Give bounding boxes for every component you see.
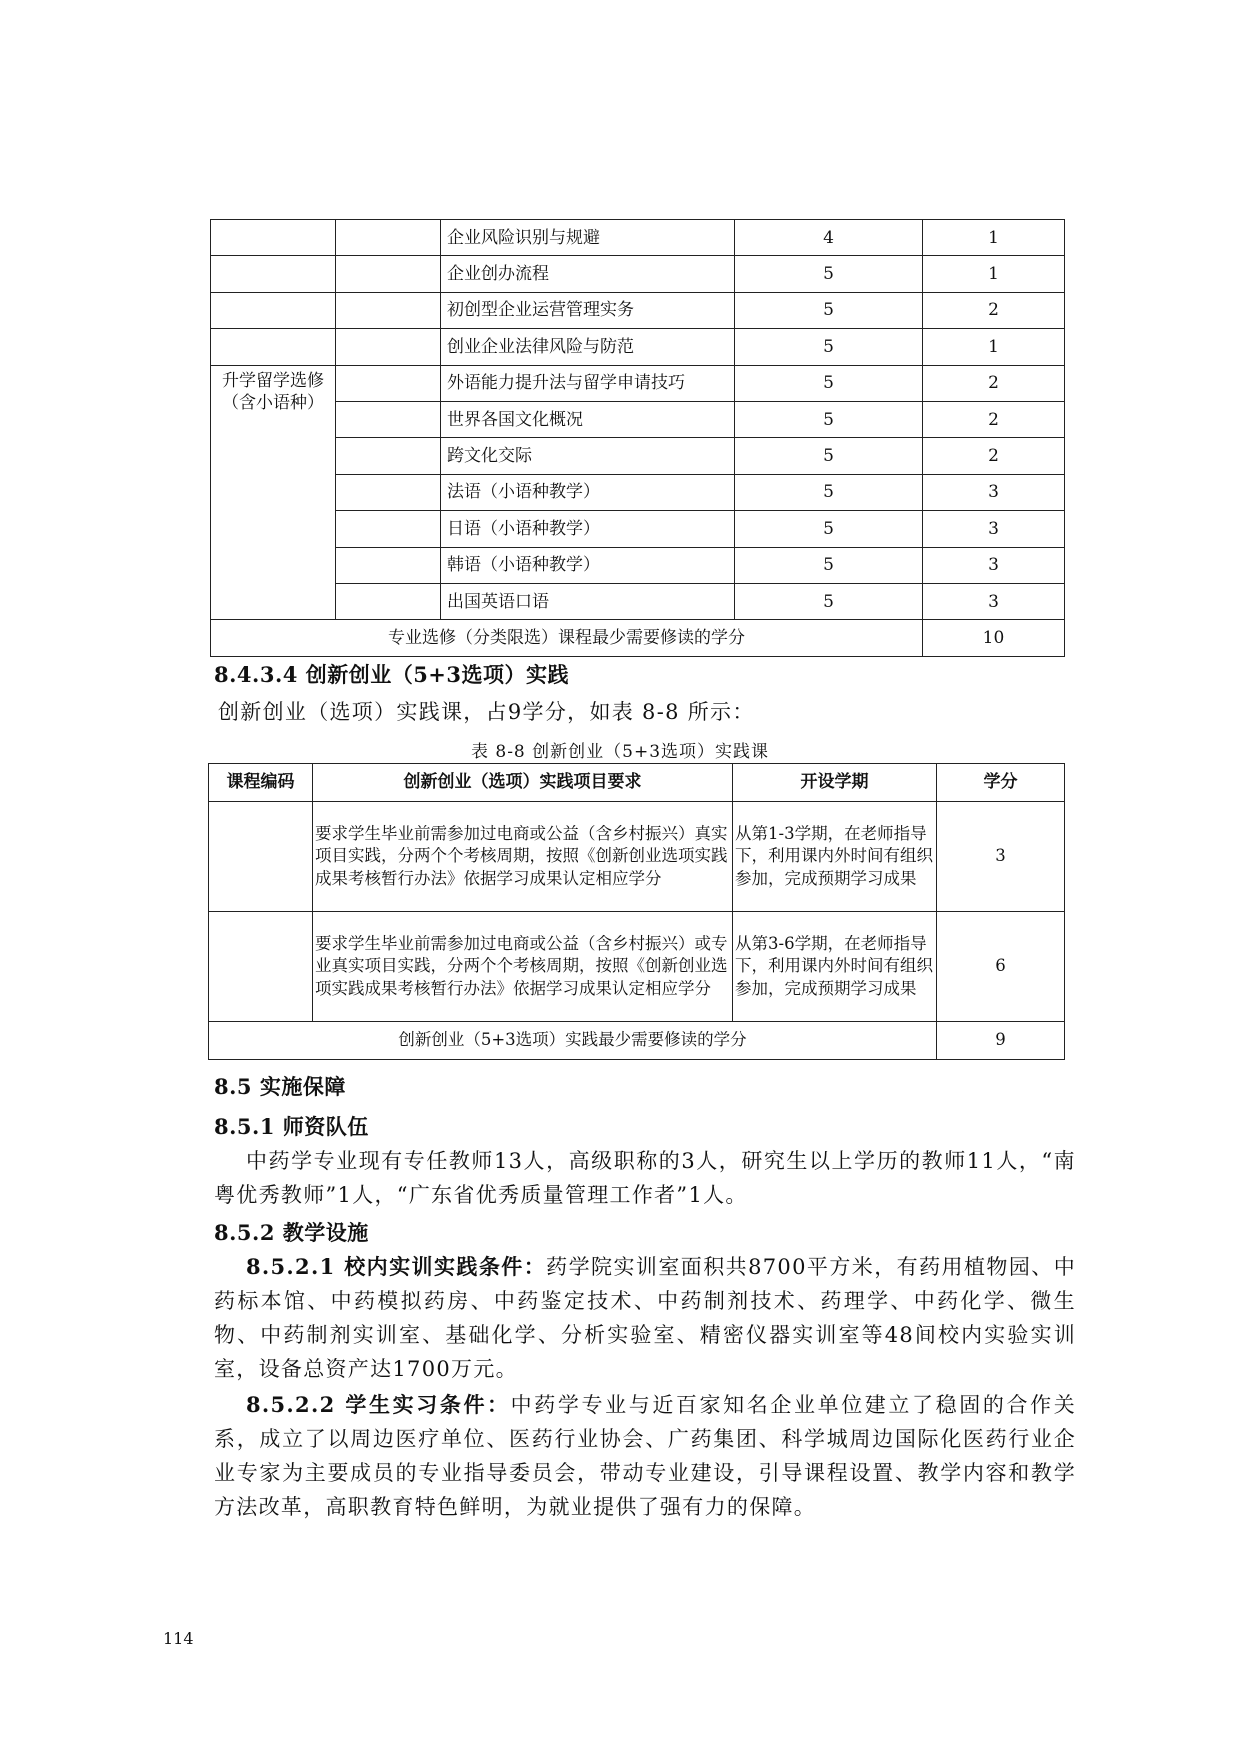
summary-label: 专业选修（分类限选）课程最少需要修读的学分	[211, 620, 923, 656]
section-heading-85: 8.5 实施保障	[214, 1074, 346, 1099]
cell-blank	[336, 220, 441, 256]
cell-credits: 1	[923, 220, 1065, 256]
facilities-label: 8.5.2.1 校内实训实践条件：	[246, 1254, 547, 1279]
cell-blank	[336, 256, 441, 292]
cell-course-name: 企业创办流程	[441, 256, 735, 292]
cell-category-empty	[211, 329, 336, 365]
section-heading-851: 8.5.1 师资队伍	[214, 1114, 369, 1139]
table-row	[211, 583, 1065, 619]
cell-credits: 2	[923, 438, 1065, 474]
cell-course-name: 企业风险识别与规避	[441, 220, 735, 256]
cell-course-name: 创业企业法律风险与防范	[441, 329, 735, 365]
cell-hours: 5	[735, 329, 923, 365]
cell-blank	[336, 583, 441, 619]
table-row	[211, 292, 1065, 328]
summary-value: 9	[937, 1022, 1065, 1060]
header-term: 开设学期	[733, 764, 937, 802]
cell-hours: 5	[735, 401, 923, 437]
table-row	[211, 438, 1065, 474]
cell-credits: 6	[937, 912, 1065, 1022]
cell-course-name: 世界各国文化概况	[441, 401, 735, 437]
table-row	[209, 912, 1065, 1022]
facilities-paragraph	[214, 1250, 1076, 1386]
cell-category-empty	[211, 220, 336, 256]
table-row	[209, 802, 1065, 912]
cell-course-name: 日语（小语种教学）	[441, 511, 735, 547]
cell-course-name: 出国英语口语	[441, 583, 735, 619]
table-row	[211, 329, 1065, 365]
cell-category-empty	[211, 256, 336, 292]
cell-credits: 3	[923, 474, 1065, 510]
cell-category: 升学留学选修（含小语种）	[211, 365, 336, 620]
section-heading-8434: 8.4.3.4 创新创业（5+3选项）实践	[214, 662, 570, 687]
cell-blank	[336, 365, 441, 401]
cell-credits: 1	[923, 256, 1065, 292]
summary-row	[209, 1022, 1065, 1060]
table-row	[211, 511, 1065, 547]
header-credits: 学分	[937, 764, 1065, 802]
cell-hours: 5	[735, 365, 923, 401]
table-row	[211, 474, 1065, 510]
cell-hours: 5	[735, 438, 923, 474]
table-header-row	[209, 764, 1065, 802]
cell-hours: 5	[735, 547, 923, 583]
cell-hours: 5	[735, 292, 923, 328]
internship-paragraph	[214, 1388, 1076, 1524]
table-caption: 表 8-8 创新创业（5+3选项）实践课	[470, 742, 770, 762]
header-course-code: 课程编码	[209, 764, 313, 802]
cell-requirement: 要求学生毕业前需参加过电商或公益（含乡村振兴）真实项目实践，分两个个考核周期，按照《创新创业选项实践成果考核暂行办法》依据学习成果认定相应学分	[313, 802, 733, 912]
table-row	[211, 220, 1065, 256]
cell-credits: 1	[923, 329, 1065, 365]
cell-hours: 5	[735, 474, 923, 510]
cell-credits: 2	[923, 292, 1065, 328]
table-row	[211, 256, 1065, 292]
cell-course-name: 初创型企业运营管理实务	[441, 292, 735, 328]
cell-hours: 5	[735, 256, 923, 292]
cell-credits: 3	[937, 802, 1065, 912]
cell-blank	[336, 401, 441, 437]
cell-blank	[336, 438, 441, 474]
cell-category-empty	[211, 292, 336, 328]
section-intro: 创新创业（选项）实践课，占9学分，如表 8-8 所示：	[218, 700, 755, 724]
table-row	[211, 547, 1065, 583]
innovation-practice-table	[208, 763, 1065, 1060]
cell-code	[209, 802, 313, 912]
page-number: 114	[163, 1629, 194, 1648]
summary-value: 10	[923, 620, 1065, 656]
cell-course-name: 韩语（小语种教学）	[441, 547, 735, 583]
cell-term: 从第3-6学期，在老师指导下，利用课内外时间有组织参加，完成预期学习成果	[733, 912, 937, 1022]
faculty-paragraph: 中药学专业现有专任教师13人，高级职称的3人，研究生以上学历的教师11人，“南粤优秀教师”1人，“广东省优秀质量管理工作者”1人。	[214, 1149, 1076, 1207]
section-heading-852: 8.5.2 教学设施	[214, 1220, 369, 1245]
cell-blank	[336, 511, 441, 547]
cell-code	[209, 912, 313, 1022]
header-requirement: 创新创业（选项）实践项目要求	[313, 764, 733, 802]
cell-blank	[336, 474, 441, 510]
summary-label: 创新创业（5+3选项）实践最少需要修读的学分	[209, 1022, 937, 1060]
cell-credits: 2	[923, 401, 1065, 437]
table-row	[211, 401, 1065, 437]
cell-blank	[336, 292, 441, 328]
cell-course-name: 外语能力提升法与留学申请技巧	[441, 365, 735, 401]
cell-credits: 2	[923, 365, 1065, 401]
cell-blank	[336, 547, 441, 583]
cell-hours: 5	[735, 511, 923, 547]
cell-blank	[336, 329, 441, 365]
internship-label: 8.5.2.2 学生实习条件：	[246, 1392, 511, 1417]
cell-credits: 3	[923, 547, 1065, 583]
cell-hours: 5	[735, 583, 923, 619]
cell-term: 从第1-3学期，在老师指导下，利用课内外时间有组织参加，完成预期学习成果	[733, 802, 937, 912]
facilities-text: 药学院实训室面积共8700平方米，有药用植物园、中药标本馆、中药模拟药房、中药鉴定技术、中药制剂技术、药理学、中药化学、微生物、中药制剂实训室、基础化学、分析实验室、精密仪器实训室等48间校内实验实训室，设备总资产达1700万元。	[214, 1255, 1076, 1381]
table-row	[211, 365, 1065, 401]
cell-hours: 4	[735, 220, 923, 256]
summary-row	[211, 620, 1065, 656]
elective-courses-table	[210, 219, 1065, 657]
cell-credits: 3	[923, 583, 1065, 619]
cell-course-name: 跨文化交际	[441, 438, 735, 474]
internship-text: 中药学专业与近百家知名企业单位建立了稳固的合作关系，成立了以周边医疗单位、医药行业协会、广药集团、科学城周边国际化医药行业企业专家为主要成员的专业指导委员会，带动专业建设，引导课程设置、教学内容和教学方法改革，高职教育特色鲜明，为就业提供了强有力的保障。	[214, 1393, 1076, 1519]
cell-credits: 3	[923, 511, 1065, 547]
cell-requirement: 要求学生毕业前需参加过电商或公益（含乡村振兴）或专业真实项目实践，分两个个考核周期，按照《创新创业选项实践成果考核暂行办法》依据学习成果认定相应学分	[313, 912, 733, 1022]
cell-course-name: 法语（小语种教学）	[441, 474, 735, 510]
